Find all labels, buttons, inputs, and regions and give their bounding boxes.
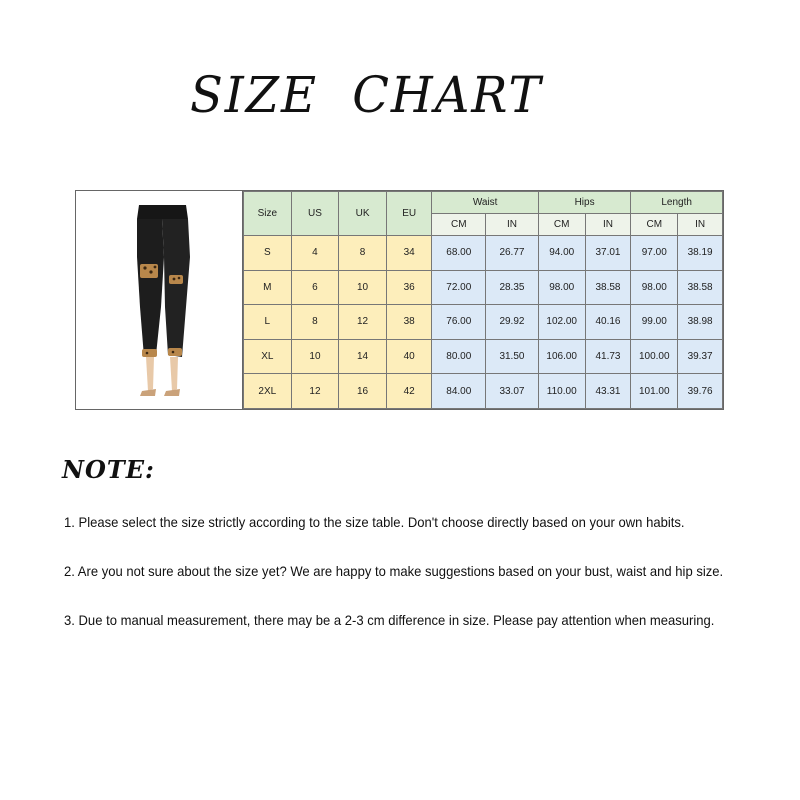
cell-uk: 12 — [339, 305, 387, 340]
header-us: US — [291, 192, 339, 236]
note-heading: NOTE: — [62, 455, 155, 484]
cell-waist-in: 33.07 — [486, 374, 539, 409]
cell-uk: 16 — [339, 374, 387, 409]
cell-us: 4 — [291, 236, 339, 271]
cell-us: 6 — [291, 270, 339, 305]
header-hips-cm: CM — [538, 214, 585, 236]
note-item: 2. Are you not sure about the size yet? We are happy to make suggestions based on your bust, waist and hip size. — [64, 564, 724, 579]
header-waist: Waist — [432, 192, 538, 214]
header-hips: Hips — [538, 192, 631, 214]
cell-hips-cm: 110.00 — [538, 374, 585, 409]
table-row — [244, 339, 723, 374]
cell-us: 12 — [291, 374, 339, 409]
cell-eu: 40 — [386, 339, 432, 374]
page-title: SIZE CHART — [190, 66, 543, 124]
header-eu: EU — [386, 192, 432, 236]
table-row — [244, 305, 723, 340]
note-item: 3. Due to manual measurement, there may be a 2-3 cm difference in size. Please pay attention when measuring. — [64, 613, 715, 628]
cell-hips-cm: 106.00 — [538, 339, 585, 374]
cell-length-in: 38.98 — [678, 305, 723, 340]
cell-waist-cm: 72.00 — [432, 270, 486, 305]
cell-eu: 38 — [386, 305, 432, 340]
notes-list — [64, 515, 794, 662]
cell-hips-in: 38.58 — [585, 270, 631, 305]
size-table — [243, 191, 723, 409]
cell-waist-in: 31.50 — [486, 339, 539, 374]
table-row — [244, 374, 723, 409]
cell-uk: 8 — [339, 236, 387, 271]
cell-uk: 10 — [339, 270, 387, 305]
jeans-model-image — [104, 197, 214, 403]
cell-waist-in: 28.35 — [486, 270, 539, 305]
note-item: 1. Please select the size strictly according to the size table. Don't choose directly based on your own habits. — [64, 515, 685, 530]
cell-size: S — [244, 236, 292, 271]
table-row — [244, 236, 723, 271]
cell-us: 10 — [291, 339, 339, 374]
header-length: Length — [631, 192, 723, 214]
cell-waist-cm: 68.00 — [432, 236, 486, 271]
cell-waist-cm: 80.00 — [432, 339, 486, 374]
cell-length-in: 39.76 — [678, 374, 723, 409]
cell-length-in: 39.37 — [678, 339, 723, 374]
header-length-cm: CM — [631, 214, 678, 236]
cell-eu: 42 — [386, 374, 432, 409]
cell-eu: 36 — [386, 270, 432, 305]
header-length-in: IN — [678, 214, 723, 236]
cell-length-in: 38.19 — [678, 236, 723, 271]
size-chart — [75, 190, 724, 410]
cell-hips-cm: 98.00 — [538, 270, 585, 305]
cell-waist-in: 29.92 — [486, 305, 539, 340]
cell-size: M — [244, 270, 292, 305]
cell-hips-cm: 94.00 — [538, 236, 585, 271]
cell-hips-in: 41.73 — [585, 339, 631, 374]
cell-eu: 34 — [386, 236, 432, 271]
cell-length-cm: 100.00 — [631, 339, 678, 374]
cell-hips-in: 37.01 — [585, 236, 631, 271]
cell-us: 8 — [291, 305, 339, 340]
header-hips-in: IN — [585, 214, 631, 236]
table-row — [244, 270, 723, 305]
cell-length-cm: 101.00 — [631, 374, 678, 409]
cell-hips-in: 40.16 — [585, 305, 631, 340]
cell-hips-cm: 102.00 — [538, 305, 585, 340]
header-waist-in: IN — [486, 214, 539, 236]
cell-size: 2XL — [244, 374, 292, 409]
header-waist-cm: CM — [432, 214, 486, 236]
cell-waist-in: 26.77 — [486, 236, 539, 271]
header-size: Size — [244, 192, 292, 236]
cell-length-cm: 97.00 — [631, 236, 678, 271]
cell-size: L — [244, 305, 292, 340]
product-photo-jeans — [76, 191, 243, 409]
cell-waist-cm: 76.00 — [432, 305, 486, 340]
cell-waist-cm: 84.00 — [432, 374, 486, 409]
cell-uk: 14 — [339, 339, 387, 374]
cell-length-cm: 98.00 — [631, 270, 678, 305]
cell-hips-in: 43.31 — [585, 374, 631, 409]
cell-length-cm: 99.00 — [631, 305, 678, 340]
cell-size: XL — [244, 339, 292, 374]
header-uk: UK — [339, 192, 387, 236]
cell-length-in: 38.58 — [678, 270, 723, 305]
